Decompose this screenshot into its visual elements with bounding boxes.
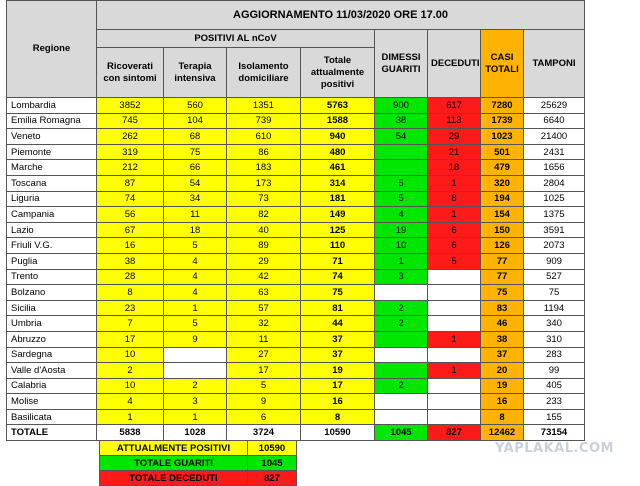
table-row	[7, 113, 585, 129]
cell-region: Calabria	[7, 378, 97, 394]
cell-totale-positivi: 125	[301, 222, 375, 238]
cell-terapia: 4	[164, 269, 227, 285]
cell-isolamento: 173	[227, 175, 301, 191]
cell-totale-positivi: 940	[301, 129, 375, 145]
summary-deceduti-label: TOTALE DECEDUTI	[100, 471, 248, 486]
cell-deceduti: 6	[428, 222, 481, 238]
cell-ricoverati: 10	[97, 378, 164, 394]
cell-deceduti: 1	[428, 331, 481, 347]
cell-tamponi: 155	[524, 409, 585, 425]
cell-region: Toscana	[7, 175, 97, 191]
table-row	[7, 363, 585, 379]
totals-isolamento: 3724	[227, 425, 301, 441]
cell-ricoverati: 212	[97, 160, 164, 176]
cell-tamponi: 340	[524, 316, 585, 332]
cell-region: Sardegna	[7, 347, 97, 363]
totale-positivi-header: Totale attualmente positivi	[301, 48, 375, 98]
cell-ricoverati: 745	[97, 113, 164, 129]
cell-ricoverati: 10	[97, 347, 164, 363]
cell-dimessi: 5	[375, 191, 428, 207]
table-row	[7, 222, 585, 238]
cell-casi: 46	[481, 316, 524, 332]
cell-isolamento: 183	[227, 160, 301, 176]
cell-region: Lombardia	[7, 98, 97, 114]
cell-isolamento: 89	[227, 238, 301, 254]
cell-isolamento: 63	[227, 285, 301, 301]
table-row	[7, 129, 585, 145]
cell-casi: 150	[481, 222, 524, 238]
cell-tamponi: 2431	[524, 144, 585, 160]
cell-deceduti	[428, 347, 481, 363]
cell-terapia	[164, 363, 227, 379]
cell-isolamento: 610	[227, 129, 301, 145]
table-row	[7, 300, 585, 316]
deceduti-header: DECEDUTI	[428, 30, 481, 98]
cell-deceduti: 1	[428, 175, 481, 191]
cell-isolamento: 27	[227, 347, 301, 363]
positivi-group-header: POSITIVI AL nCoV	[97, 30, 375, 48]
cell-ricoverati: 17	[97, 331, 164, 347]
cell-casi: 194	[481, 191, 524, 207]
cell-tamponi: 1194	[524, 300, 585, 316]
table-row	[7, 191, 585, 207]
cell-ricoverati: 319	[97, 144, 164, 160]
table-row	[7, 316, 585, 332]
cell-casi: 154	[481, 207, 524, 223]
cell-region: Marche	[7, 160, 97, 176]
cell-tamponi: 21400	[524, 129, 585, 145]
cell-casi: 83	[481, 300, 524, 316]
cell-tamponi: 527	[524, 269, 585, 285]
cell-ricoverati: 2	[97, 363, 164, 379]
cell-tamponi: 405	[524, 378, 585, 394]
cell-isolamento: 42	[227, 269, 301, 285]
cell-totale-positivi: 5763	[301, 98, 375, 114]
cell-terapia: 66	[164, 160, 227, 176]
tamponi-header: TAMPONI	[524, 30, 585, 98]
cell-deceduti	[428, 378, 481, 394]
cell-dimessi: 4	[375, 207, 428, 223]
cell-totale-positivi: 314	[301, 175, 375, 191]
cell-terapia: 18	[164, 222, 227, 238]
cell-dimessi: 2	[375, 300, 428, 316]
summary-deceduti-value: 827	[248, 471, 297, 486]
cell-terapia: 54	[164, 175, 227, 191]
cell-casi: 479	[481, 160, 524, 176]
table-row	[7, 207, 585, 223]
cell-casi: 7280	[481, 98, 524, 114]
cell-tamponi: 6640	[524, 113, 585, 129]
totals-totale-positivi: 10590	[301, 425, 375, 441]
cell-region: Valle d'Aosta	[7, 363, 97, 379]
cell-dimessi	[375, 331, 428, 347]
cell-region: Sicilia	[7, 300, 97, 316]
cell-dimessi: 1	[375, 253, 428, 269]
cell-deceduti: 1	[428, 363, 481, 379]
cell-ricoverati: 4	[97, 394, 164, 410]
cell-isolamento: 86	[227, 144, 301, 160]
cell-tamponi: 310	[524, 331, 585, 347]
cell-dimessi: 54	[375, 129, 428, 145]
cell-dimessi	[375, 347, 428, 363]
cell-ricoverati: 7	[97, 316, 164, 332]
cell-totale-positivi: 37	[301, 331, 375, 347]
cell-region: Lazio	[7, 222, 97, 238]
terapia-header: Terapia intensiva	[164, 48, 227, 98]
cell-terapia: 1	[164, 300, 227, 316]
cell-totale-positivi: 44	[301, 316, 375, 332]
summary-positivi-label: ATTUALMENTE POSITIVI	[100, 441, 248, 456]
cell-terapia: 68	[164, 129, 227, 145]
region-header: Regione	[7, 1, 97, 98]
cell-totale-positivi: 110	[301, 238, 375, 254]
cell-casi: 75	[481, 285, 524, 301]
cell-ricoverati: 67	[97, 222, 164, 238]
cell-region: Campania	[7, 207, 97, 223]
update-title: AGGIORNAMENTO 11/03/2020 ORE 17.00	[97, 1, 585, 30]
cell-region: Umbria	[7, 316, 97, 332]
cell-dimessi	[375, 285, 428, 301]
cell-totale-positivi: 8	[301, 409, 375, 425]
cell-tamponi: 2804	[524, 175, 585, 191]
cell-dimessi: 3	[375, 269, 428, 285]
cell-dimessi	[375, 363, 428, 379]
table-row	[7, 409, 585, 425]
cell-tamponi: 25629	[524, 98, 585, 114]
cell-terapia: 5	[164, 238, 227, 254]
cell-deceduti	[428, 409, 481, 425]
cell-casi: 77	[481, 269, 524, 285]
cell-casi: 20	[481, 363, 524, 379]
cell-casi: 8	[481, 409, 524, 425]
cell-isolamento: 57	[227, 300, 301, 316]
cell-deceduti: 113	[428, 113, 481, 129]
cell-deceduti	[428, 269, 481, 285]
cell-totale-positivi: 480	[301, 144, 375, 160]
cell-ricoverati: 8	[97, 285, 164, 301]
cell-ricoverati: 3852	[97, 98, 164, 114]
cell-casi: 77	[481, 253, 524, 269]
cell-region: Piemonte	[7, 144, 97, 160]
cell-casi: 16	[481, 394, 524, 410]
cell-tamponi: 909	[524, 253, 585, 269]
cell-ricoverati: 38	[97, 253, 164, 269]
cell-ricoverati: 262	[97, 129, 164, 145]
table-body	[7, 98, 585, 425]
cell-deceduti: 1	[428, 207, 481, 223]
cell-ricoverati: 74	[97, 191, 164, 207]
cell-dimessi: 5	[375, 175, 428, 191]
cell-totale-positivi: 149	[301, 207, 375, 223]
cell-isolamento: 82	[227, 207, 301, 223]
table-row	[7, 347, 585, 363]
cell-terapia: 560	[164, 98, 227, 114]
cell-tamponi: 1375	[524, 207, 585, 223]
cell-region: Trento	[7, 269, 97, 285]
cell-tamponi: 75	[524, 285, 585, 301]
cell-tamponi: 233	[524, 394, 585, 410]
table-row	[7, 175, 585, 191]
covid-data-table	[6, 0, 585, 441]
summary-row-deceduti	[100, 471, 297, 486]
table-row	[7, 253, 585, 269]
cell-casi: 37	[481, 347, 524, 363]
cell-totale-positivi: 75	[301, 285, 375, 301]
ricoverati-header: Ricoverati con sintomi	[97, 48, 164, 98]
cell-deceduti	[428, 316, 481, 332]
summary-guariti-label: TOTALE GUARITI	[100, 456, 248, 471]
cell-region: Emilia Romagna	[7, 113, 97, 129]
totals-dimessi: 1045	[375, 425, 428, 441]
totals-row	[7, 425, 585, 441]
cell-dimessi: 2	[375, 378, 428, 394]
cell-ricoverati: 1	[97, 409, 164, 425]
cell-isolamento: 29	[227, 253, 301, 269]
cell-dimessi: 19	[375, 222, 428, 238]
cell-terapia: 9	[164, 331, 227, 347]
cell-isolamento: 73	[227, 191, 301, 207]
summary-table	[99, 440, 297, 486]
table-row	[7, 269, 585, 285]
table-row	[7, 378, 585, 394]
cell-dimessi	[375, 394, 428, 410]
cell-region: Friuli V.G.	[7, 238, 97, 254]
cell-terapia: 3	[164, 394, 227, 410]
totals-label: TOTALE	[7, 425, 97, 441]
cell-deceduti: 5	[428, 253, 481, 269]
cell-deceduti: 21	[428, 144, 481, 160]
cell-region: Liguria	[7, 191, 97, 207]
cell-terapia: 104	[164, 113, 227, 129]
cell-ricoverati: 23	[97, 300, 164, 316]
summary-row-positivi	[100, 441, 297, 456]
cell-terapia: 4	[164, 285, 227, 301]
cell-deceduti: 8	[428, 191, 481, 207]
casi-totali-header: CASI TOTALI	[481, 30, 524, 98]
cell-totale-positivi: 19	[301, 363, 375, 379]
table-row	[7, 98, 585, 114]
cell-ricoverati: 16	[97, 238, 164, 254]
table-row	[7, 144, 585, 160]
table-row	[7, 394, 585, 410]
cell-dimessi	[375, 160, 428, 176]
cell-isolamento: 6	[227, 409, 301, 425]
cell-casi: 19	[481, 378, 524, 394]
cell-region: Puglia	[7, 253, 97, 269]
cell-terapia: 1	[164, 409, 227, 425]
table-row	[7, 160, 585, 176]
cell-casi: 1739	[481, 113, 524, 129]
cell-deceduti	[428, 394, 481, 410]
cell-terapia: 11	[164, 207, 227, 223]
cell-deceduti: 18	[428, 160, 481, 176]
cell-terapia	[164, 347, 227, 363]
summary-guariti-value: 1045	[248, 456, 297, 471]
cell-casi: 126	[481, 238, 524, 254]
cell-totale-positivi: 37	[301, 347, 375, 363]
cell-dimessi	[375, 144, 428, 160]
totals-tamponi: 73154	[524, 425, 585, 441]
cell-region: Basilicata	[7, 409, 97, 425]
cell-dimessi: 38	[375, 113, 428, 129]
cell-tamponi: 1656	[524, 160, 585, 176]
cell-tamponi: 3591	[524, 222, 585, 238]
cell-tamponi: 2073	[524, 238, 585, 254]
cell-totale-positivi: 81	[301, 300, 375, 316]
cell-region: Bolzano	[7, 285, 97, 301]
cell-totale-positivi: 181	[301, 191, 375, 207]
totals-casi: 12462	[481, 425, 524, 441]
cell-isolamento: 1351	[227, 98, 301, 114]
cell-deceduti: 617	[428, 98, 481, 114]
cell-totale-positivi: 74	[301, 269, 375, 285]
cell-casi: 501	[481, 144, 524, 160]
cell-terapia: 5	[164, 316, 227, 332]
cell-region: Veneto	[7, 129, 97, 145]
cell-isolamento: 17	[227, 363, 301, 379]
cell-ricoverati: 28	[97, 269, 164, 285]
cell-totale-positivi: 17	[301, 378, 375, 394]
cell-terapia: 4	[164, 253, 227, 269]
cell-casi: 38	[481, 331, 524, 347]
totals-ricoverati: 5838	[97, 425, 164, 441]
dimessi-header: DIMESSI GUARITI	[375, 30, 428, 98]
table-row	[7, 238, 585, 254]
cell-ricoverati: 56	[97, 207, 164, 223]
cell-ricoverati: 87	[97, 175, 164, 191]
cell-isolamento: 40	[227, 222, 301, 238]
summary-positivi-value: 10590	[248, 441, 297, 456]
cell-deceduti: 6	[428, 238, 481, 254]
cell-deceduti	[428, 285, 481, 301]
cell-isolamento: 11	[227, 331, 301, 347]
table-row	[7, 331, 585, 347]
cell-terapia: 75	[164, 144, 227, 160]
summary-row-guariti	[100, 456, 297, 471]
cell-dimessi: 2	[375, 316, 428, 332]
totals-deceduti: 827	[428, 425, 481, 441]
watermark: YAPLAKAL.COM	[495, 441, 614, 456]
cell-tamponi: 1025	[524, 191, 585, 207]
cell-deceduti: 29	[428, 129, 481, 145]
totals-terapia: 1028	[164, 425, 227, 441]
cell-isolamento: 32	[227, 316, 301, 332]
cell-casi: 320	[481, 175, 524, 191]
cell-isolamento: 9	[227, 394, 301, 410]
cell-dimessi	[375, 409, 428, 425]
cell-terapia: 2	[164, 378, 227, 394]
cell-region: Abruzzo	[7, 331, 97, 347]
table-row	[7, 285, 585, 301]
cell-tamponi: 283	[524, 347, 585, 363]
cell-totale-positivi: 16	[301, 394, 375, 410]
cell-isolamento: 5	[227, 378, 301, 394]
isolamento-header: Isolamento domiciliare	[227, 48, 301, 98]
cell-totale-positivi: 1588	[301, 113, 375, 129]
cell-deceduti	[428, 300, 481, 316]
cell-tamponi: 99	[524, 363, 585, 379]
cell-isolamento: 739	[227, 113, 301, 129]
cell-totale-positivi: 461	[301, 160, 375, 176]
cell-dimessi: 10	[375, 238, 428, 254]
cell-casi: 1023	[481, 129, 524, 145]
cell-totale-positivi: 71	[301, 253, 375, 269]
cell-terapia: 34	[164, 191, 227, 207]
cell-region: Molise	[7, 394, 97, 410]
cell-dimessi: 900	[375, 98, 428, 114]
